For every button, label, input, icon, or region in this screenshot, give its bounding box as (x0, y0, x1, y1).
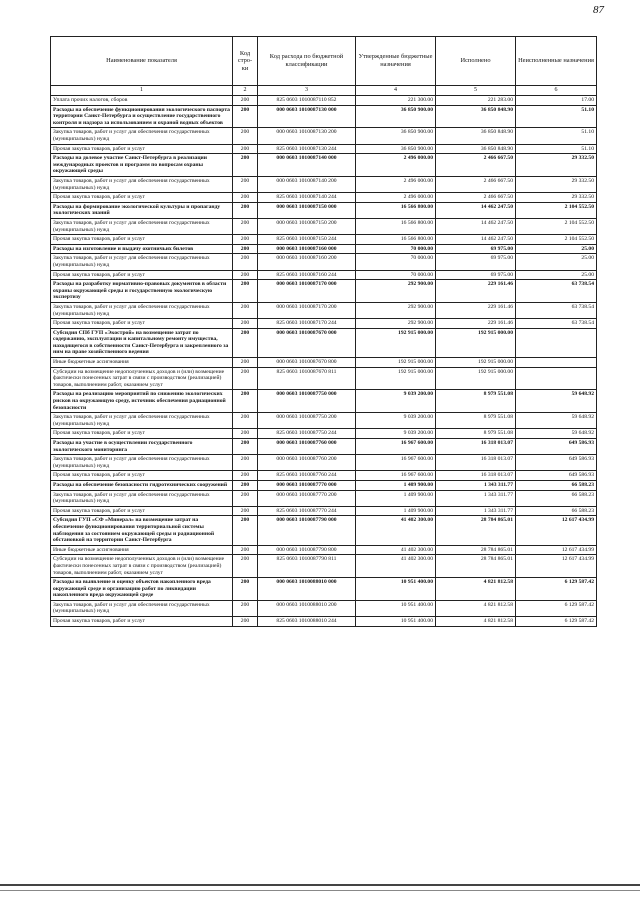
header-budget-code: Код расхода по бюджетной классификации (258, 37, 356, 86)
row-name: Расходы на долевое участие Санкт-Петербурга в реализации международных проектов и программ по вопросам охраны окружающей среды (51, 154, 233, 177)
row-approved: 192 915 000.00 (356, 328, 436, 357)
row-budget-code: 000 0603 1010088010 200 (258, 600, 356, 616)
row-budget-code: 825 0603 1010087770 244 (258, 506, 356, 516)
column-number: 5 (436, 86, 516, 96)
row-name: Иные бюджетные ассигнования (51, 358, 233, 368)
column-number-row (51, 86, 597, 96)
row-unexecuted: 51.10 (516, 105, 597, 128)
column-number: 3 (258, 86, 356, 96)
row-line-code: 200 (233, 413, 258, 429)
row-line-code: 200 (233, 96, 258, 106)
table-row (51, 105, 597, 128)
row-line-code: 200 (233, 545, 258, 555)
row-line-code: 200 (233, 490, 258, 506)
row-line-code: 200 (233, 367, 258, 390)
row-approved: 41 402 300.00 (356, 555, 436, 578)
row-name: Прочая закупка товаров, работ и услуг (51, 144, 233, 154)
row-approved: 70 000.00 (356, 270, 436, 280)
row-executed: 16 318 013.07 (436, 471, 516, 481)
row-approved: 10 951 400.00 (356, 617, 436, 627)
row-line-code: 200 (233, 617, 258, 627)
row-budget-code: 825 0603 1010087150 244 (258, 235, 356, 245)
header-name: Наименование показателя (51, 37, 233, 86)
column-number: 6 (516, 86, 597, 96)
row-line-code: 200 (233, 429, 258, 439)
table-row (51, 439, 597, 455)
row-budget-code: 000 0603 1010087670 000 (258, 328, 356, 357)
row-line-code: 200 (233, 154, 258, 177)
row-line-code: 200 (233, 471, 258, 481)
row-executed: 4 821 812.58 (436, 617, 516, 627)
row-line-code: 200 (233, 302, 258, 318)
row-executed: 229 161.46 (436, 302, 516, 318)
table-row (51, 177, 597, 193)
row-approved: 70 000.00 (356, 244, 436, 254)
row-budget-code: 000 0603 1010087150 000 (258, 202, 356, 218)
row-budget-code: 000 0603 1010088010 000 (258, 578, 356, 601)
header-code: Код стро- ки (233, 37, 258, 86)
row-unexecuted: 29 332.50 (516, 193, 597, 203)
budget-report-table (50, 36, 597, 627)
row-line-code: 200 (233, 235, 258, 245)
row-executed: 2 466 667.50 (436, 177, 516, 193)
row-name: Субсидии на возмещение недополученных доходов и (или) возмещение фактически понесенных затрат в связи с производством (реализацией) товаров, выполнением работ, оказанием услуг (51, 367, 233, 390)
row-budget-code: 825 0603 1010087140 244 (258, 193, 356, 203)
row-unexecuted: 12 617 434.99 (516, 555, 597, 578)
row-name: Закупка товаров, работ и услуг для обеспечения государственных (муниципальных) нужд (51, 218, 233, 234)
row-executed: 2 466 667.50 (436, 154, 516, 177)
row-executed: 36 850 848.90 (436, 144, 516, 154)
row-approved: 70 000.00 (356, 254, 436, 270)
header-executed: Исполнено (436, 37, 516, 86)
row-executed: 2 466 667.50 (436, 193, 516, 203)
row-unexecuted (516, 358, 597, 368)
row-line-code: 200 (233, 193, 258, 203)
row-approved: 192 915 000.00 (356, 358, 436, 368)
row-approved: 292 900.00 (356, 319, 436, 329)
table-row (51, 193, 597, 203)
row-name: Прочая закупка товаров, работ и услуг (51, 235, 233, 245)
footer-rule-thin (0, 890, 640, 891)
row-approved: 36 850 900.00 (356, 128, 436, 144)
row-unexecuted: 51.10 (516, 128, 597, 144)
row-executed: 1 343 311.77 (436, 480, 516, 490)
table-row (51, 328, 597, 357)
row-budget-code: 000 0603 1010087750 200 (258, 413, 356, 429)
row-name: Прочая закупка товаров, работ и услуг (51, 429, 233, 439)
row-approved: 16 967 600.00 (356, 439, 436, 455)
table-row (51, 96, 597, 106)
row-approved: 2 496 000.00 (356, 154, 436, 177)
table-row (51, 270, 597, 280)
row-line-code: 200 (233, 506, 258, 516)
row-budget-code: 825 0603 1010087790 811 (258, 555, 356, 578)
row-name: Закупка товаров, работ и услуг для обеспечения государственных (муниципальных) нужд (51, 302, 233, 318)
row-name: Расходы на участие в осуществлении государственного экологического мониторинга (51, 439, 233, 455)
row-executed: 14 462 247.50 (436, 218, 516, 234)
table-row (51, 506, 597, 516)
table-row (51, 144, 597, 154)
table-row (51, 235, 597, 245)
row-budget-code: 000 0603 1010087790 000 (258, 516, 356, 545)
row-approved: 10 951 400.00 (356, 600, 436, 616)
table-row (51, 471, 597, 481)
column-number: 1 (51, 86, 233, 96)
table-row (51, 429, 597, 439)
row-name: Расходы на изготовление и выдачу охотничьих билетов (51, 244, 233, 254)
column-number: 4 (356, 86, 436, 96)
row-executed: 28 784 865.01 (436, 516, 516, 545)
row-unexecuted (516, 328, 597, 357)
row-unexecuted: 25.00 (516, 244, 597, 254)
page-number: 87 (593, 4, 604, 16)
row-line-code: 200 (233, 319, 258, 329)
row-line-code: 200 (233, 555, 258, 578)
row-unexecuted: 66 588.23 (516, 506, 597, 516)
row-unexecuted: 29 332.50 (516, 177, 597, 193)
table-row (51, 302, 597, 318)
table-row (51, 545, 597, 555)
row-budget-code: 000 0603 1010087130 000 (258, 105, 356, 128)
row-unexecuted: 25.00 (516, 270, 597, 280)
row-budget-code: 825 0603 1010087110 852 (258, 96, 356, 106)
row-unexecuted: 59 648.92 (516, 429, 597, 439)
row-budget-code: 825 0603 1010087170 244 (258, 319, 356, 329)
row-line-code: 200 (233, 270, 258, 280)
row-line-code: 200 (233, 328, 258, 357)
row-name: Закупка товаров, работ и услуг для обеспечения государственных (муниципальных) нужд (51, 177, 233, 193)
row-approved: 1 409 900.00 (356, 490, 436, 506)
table-row (51, 555, 597, 578)
row-budget-code: 825 0603 1010087670 811 (258, 367, 356, 390)
row-executed: 8 979 551.08 (436, 390, 516, 413)
row-unexecuted: 63 738.54 (516, 302, 597, 318)
table-row (51, 244, 597, 254)
row-approved: 41 402 300.00 (356, 516, 436, 545)
row-approved: 2 496 000.00 (356, 193, 436, 203)
row-budget-code: 000 0603 1010087670 800 (258, 358, 356, 368)
row-unexecuted: 17.00 (516, 96, 597, 106)
table-row (51, 516, 597, 545)
row-budget-code: 000 0603 1010087750 000 (258, 390, 356, 413)
row-unexecuted: 649 586.93 (516, 471, 597, 481)
row-name: Расходы на выявление и оценку объектов накопленного вреда окружающей среде и организацию работ по ликвидации накопленного вреда окружающей среде (51, 578, 233, 601)
row-unexecuted: 2 104 552.50 (516, 218, 597, 234)
row-unexecuted: 63 738.54 (516, 280, 597, 303)
table-row (51, 578, 597, 601)
row-unexecuted: 2 104 552.50 (516, 235, 597, 245)
row-line-code: 200 (233, 244, 258, 254)
footer-rule (0, 884, 640, 886)
table-row (51, 455, 597, 471)
row-unexecuted: 6 129 587.42 (516, 578, 597, 601)
row-line-code: 200 (233, 358, 258, 368)
row-approved: 36 850 900.00 (356, 105, 436, 128)
row-unexecuted: 12 617 434.99 (516, 516, 597, 545)
row-approved: 10 951 400.00 (356, 578, 436, 601)
row-line-code: 200 (233, 439, 258, 455)
row-budget-code: 000 0603 1010087170 000 (258, 280, 356, 303)
row-budget-code: 000 0603 1010087770 200 (258, 490, 356, 506)
table-row (51, 154, 597, 177)
row-unexecuted: 51.10 (516, 144, 597, 154)
row-approved: 16 566 800.00 (356, 202, 436, 218)
row-executed: 69 975.00 (436, 244, 516, 254)
header-unexecuted: Неисполненные назначения (516, 37, 597, 86)
row-name: Расходы на формирование экологической культуры и пропаганду экологических знаний (51, 202, 233, 218)
row-executed: 229 161.46 (436, 319, 516, 329)
row-unexecuted: 59 648.92 (516, 390, 597, 413)
row-executed: 69 975.00 (436, 254, 516, 270)
row-executed: 1 343 311.77 (436, 490, 516, 506)
row-unexecuted: 649 586.93 (516, 455, 597, 471)
row-executed: 192 915 000.00 (436, 358, 516, 368)
row-approved: 292 900.00 (356, 280, 436, 303)
row-unexecuted: 12 617 434.99 (516, 545, 597, 555)
table-row (51, 600, 597, 616)
row-name: Расходы на реализацию мероприятий по снижению экологических рисков на окружающую среду, источник обеспечения радиационной безопасности (51, 390, 233, 413)
row-budget-code: 000 0603 1010087790 800 (258, 545, 356, 555)
row-line-code: 200 (233, 128, 258, 144)
row-budget-code: 825 0603 1010088010 244 (258, 617, 356, 627)
row-approved: 16 967 600.00 (356, 471, 436, 481)
row-budget-code: 000 0603 1010087140 000 (258, 154, 356, 177)
row-budget-code: 000 0603 1010087150 200 (258, 218, 356, 234)
table-row (51, 413, 597, 429)
table-row (51, 617, 597, 627)
row-approved: 1 409 900.00 (356, 480, 436, 490)
row-approved: 2 496 000.00 (356, 177, 436, 193)
row-name: Иные бюджетные ассигнования (51, 545, 233, 555)
row-name: Субсидии на возмещение недополученных доходов и (или) возмещение фактически понесенных затрат в связи с производством (реализацией) товаров, выполнением работ, оказанием услуг (51, 555, 233, 578)
row-executed: 16 318 013.07 (436, 455, 516, 471)
row-name: Закупка товаров, работ и услуг для обеспечения государственных (муниципальных) нужд (51, 490, 233, 506)
row-budget-code: 000 0603 1010087760 000 (258, 439, 356, 455)
row-executed: 36 850 848.90 (436, 128, 516, 144)
row-budget-code: 000 0603 1010087170 200 (258, 302, 356, 318)
row-unexecuted: 59 648.92 (516, 413, 597, 429)
table-row (51, 490, 597, 506)
row-name: Прочая закупка товаров, работ и услуг (51, 471, 233, 481)
row-executed: 192 915 000.00 (436, 328, 516, 357)
row-budget-code: 825 0603 1010087130 244 (258, 144, 356, 154)
row-line-code: 200 (233, 578, 258, 601)
row-name: Прочая закупка товаров, работ и услуг (51, 319, 233, 329)
row-budget-code: 000 0603 1010087760 200 (258, 455, 356, 471)
row-name: Расходы на обеспечение безопасности гидротехнических сооружений (51, 480, 233, 490)
row-executed: 4 821 812.58 (436, 600, 516, 616)
row-approved: 9 039 200.00 (356, 390, 436, 413)
row-line-code: 200 (233, 144, 258, 154)
row-unexecuted: 66 588.23 (516, 480, 597, 490)
row-unexecuted: 66 588.23 (516, 490, 597, 506)
row-approved: 221 300.00 (356, 96, 436, 106)
row-name: Прочая закупка товаров, работ и услуг (51, 617, 233, 627)
row-executed: 28 784 865.01 (436, 555, 516, 578)
table-row (51, 280, 597, 303)
column-number: 2 (233, 86, 258, 96)
table-row (51, 367, 597, 390)
row-approved: 9 039 200.00 (356, 429, 436, 439)
table-body (51, 96, 597, 627)
row-executed: 14 462 247.50 (436, 202, 516, 218)
row-line-code: 200 (233, 280, 258, 303)
row-unexecuted: 63 738.54 (516, 319, 597, 329)
row-budget-code: 000 0603 1010087770 000 (258, 480, 356, 490)
row-executed: 36 850 848.90 (436, 105, 516, 128)
table-row (51, 390, 597, 413)
row-executed: 1 343 311.77 (436, 506, 516, 516)
table-row (51, 254, 597, 270)
row-executed: 229 161.46 (436, 280, 516, 303)
row-unexecuted: 649 586.93 (516, 439, 597, 455)
row-name: Субсидия ГУП «СФ «Минерал» на возмещение затрат на обеспечение функционирования территориальной системы наблюдения за состоянием окружающей среды и радиационной обстановкой на территории Санкт-Петербурга (51, 516, 233, 545)
row-unexecuted: 29 332.50 (516, 154, 597, 177)
header-approved: Утвержденные бюджетные назначения (356, 37, 436, 86)
row-unexecuted: 2 104 552.50 (516, 202, 597, 218)
table-row (51, 358, 597, 368)
row-name: Прочая закупка товаров, работ и услуг (51, 270, 233, 280)
row-line-code: 200 (233, 600, 258, 616)
row-approved: 192 915 000.00 (356, 367, 436, 390)
row-name: Закупка товаров, работ и услуг для обеспечения государственных (муниципальных) нужд (51, 413, 233, 429)
row-line-code: 200 (233, 218, 258, 234)
row-executed: 14 462 247.50 (436, 235, 516, 245)
row-approved: 16 566 800.00 (356, 235, 436, 245)
table-row (51, 128, 597, 144)
row-name: Расходы на разработку нормативно-правовых документов в области охраны окружающей среды и государственную экологическую экспертизу (51, 280, 233, 303)
row-approved: 16 967 600.00 (356, 455, 436, 471)
row-budget-code: 000 0603 1010087130 200 (258, 128, 356, 144)
row-budget-code: 000 0603 1010087160 000 (258, 244, 356, 254)
row-budget-code: 000 0603 1010087160 200 (258, 254, 356, 270)
table-row (51, 319, 597, 329)
row-line-code: 200 (233, 105, 258, 128)
row-budget-code: 000 0603 1010087140 200 (258, 177, 356, 193)
row-approved: 9 039 200.00 (356, 413, 436, 429)
row-executed: 221 283.00 (436, 96, 516, 106)
table-header-row (51, 37, 597, 86)
row-line-code: 200 (233, 455, 258, 471)
row-line-code: 200 (233, 516, 258, 545)
row-unexecuted: 25.00 (516, 254, 597, 270)
row-name: Закупка товаров, работ и услуг для обеспечения государственных (муниципальных) нужд (51, 128, 233, 144)
row-approved: 36 850 900.00 (356, 144, 436, 154)
row-unexecuted: 6 129 587.42 (516, 617, 597, 627)
row-budget-code: 825 0603 1010087160 244 (258, 270, 356, 280)
row-name: Закупка товаров, работ и услуг для обеспечения государственных (муниципальных) нужд (51, 254, 233, 270)
row-line-code: 200 (233, 177, 258, 193)
row-name: Уплата прочих налогов, сборов (51, 96, 233, 106)
row-name: Прочая закупка товаров, работ и услуг (51, 506, 233, 516)
row-name: Закупка товаров, работ и услуг для обеспечения государственных (муниципальных) нужд (51, 600, 233, 616)
row-executed: 8 979 551.08 (436, 413, 516, 429)
row-executed: 4 821 812.58 (436, 578, 516, 601)
row-line-code: 200 (233, 202, 258, 218)
row-unexecuted (516, 367, 597, 390)
row-approved: 292 900.00 (356, 302, 436, 318)
row-name: Закупка товаров, работ и услуг для обеспечения государственных (муниципальных) нужд (51, 455, 233, 471)
row-name: Расходы на обеспечение функционирования экологического паспорта территории Санкт-Петербурга и осуществление государственного контроля и надзора за использованием и охраной водных объектов (51, 105, 233, 128)
row-approved: 41 402 300.00 (356, 545, 436, 555)
row-name: Субсидия СПб ГУП «Экострой» на возмещение затрат по содержанию, эксплуатации и капитальному ремонту имущества, находящегося в собственности Санкт-Петербурга и закрепленного за ним на праве хозяйственного ведения (51, 328, 233, 357)
table-row (51, 480, 597, 490)
row-line-code: 200 (233, 480, 258, 490)
row-executed: 192 915 000.00 (436, 367, 516, 390)
row-executed: 28 784 865.01 (436, 545, 516, 555)
row-line-code: 200 (233, 390, 258, 413)
table-row (51, 218, 597, 234)
row-line-code: 200 (233, 254, 258, 270)
row-executed: 16 318 013.07 (436, 439, 516, 455)
row-executed: 69 975.00 (436, 270, 516, 280)
row-budget-code: 825 0603 1010087760 244 (258, 471, 356, 481)
row-budget-code: 825 0603 1010087750 244 (258, 429, 356, 439)
table-row (51, 202, 597, 218)
row-executed: 8 979 551.08 (436, 429, 516, 439)
row-approved: 1 409 900.00 (356, 506, 436, 516)
row-unexecuted: 6 129 587.42 (516, 600, 597, 616)
row-name: Прочая закупка товаров, работ и услуг (51, 193, 233, 203)
row-approved: 16 566 800.00 (356, 218, 436, 234)
